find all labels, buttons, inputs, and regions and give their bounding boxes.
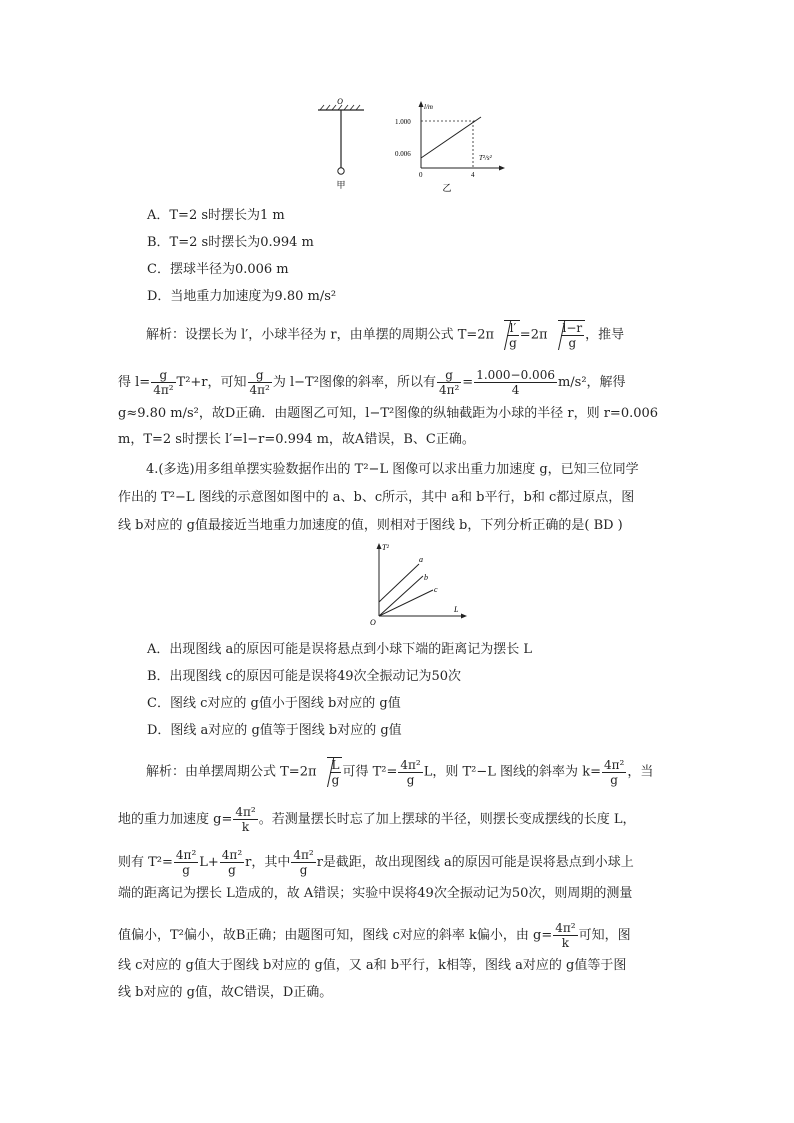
q4-analysis-text: r是截距，故出现图线 a的原因可能是误将悬点到小球上 — [316, 855, 634, 870]
frac-den: g — [610, 772, 618, 787]
fig1-x-tick-4: 4 — [471, 171, 475, 179]
q4-analysis-line-3 — [118, 848, 634, 877]
q4-analysis-line-4: 端的距离记为摆长 L造成的，故 A错误；实验中误将49次全振动记为50次，则周期的测量 — [118, 886, 633, 901]
frac-num: 4π² — [175, 848, 197, 862]
q4-analysis-line-6: 线 c对应的 g值大于图线 b对应的 g值，又 a和 b平行，k相等，图线 a对应的 g值等于图 — [118, 958, 627, 973]
q4-analysis-text: 解析：由单摆周期公式 T=2π — [146, 764, 317, 780]
frac-den: g — [568, 336, 577, 350]
q4-analysis-text: ，当 — [627, 764, 654, 780]
q4-option-b: B．出现图线 c的原因可能是误将49次全振动记为50次 — [147, 669, 462, 684]
frac-den: 4π² — [249, 383, 270, 397]
q3-analysis-text: =2π — [519, 327, 548, 343]
figure-graph-yi — [393, 98, 511, 194]
fig2-label-c: c — [434, 585, 438, 594]
fig2-y-label: T² — [382, 543, 389, 552]
q3-option-b: B．T=2 s时摆长为0.994 m — [147, 235, 314, 250]
frac-num: 4π² — [400, 757, 421, 772]
frac-num: g — [437, 368, 461, 383]
frac-num: 4π² — [293, 848, 314, 862]
frac-num: l′ — [507, 321, 519, 336]
fig1-x-axis-label: T²/s² — [479, 154, 492, 162]
figure-t2-l-graph — [364, 540, 470, 630]
fig2-label-b: b — [424, 573, 428, 582]
q3-analysis-line-3: g≈9.80 m/s²，故D正确．由题图乙可知，l−T²图像的纵轴截距为小球的半径 r，则 r=0.006 — [118, 406, 659, 421]
q3-analysis-text: m/s²，解得 — [557, 375, 626, 390]
sqrt-symbol — [558, 320, 586, 350]
fig2-origin: O — [370, 618, 376, 627]
fig1-y-tick-bottom: 0.006 — [395, 150, 411, 158]
q3-analysis-line-1 — [146, 320, 624, 350]
frac-num: 4π² — [603, 757, 625, 772]
q4-analysis-text: 地的重力加速度 g= — [118, 812, 233, 827]
q4-analysis-text: 可知，图 — [578, 928, 631, 943]
q4-analysis-line-1 — [146, 757, 653, 787]
frac-den: g — [299, 863, 308, 877]
q4-option-d: D．图线 a对应的 g值等于图线 b对应的 g值 — [147, 723, 402, 738]
frac-num: l−r — [562, 321, 583, 335]
fig1-y-axis-label: l/m — [424, 103, 433, 111]
frac-den: g — [406, 772, 415, 787]
q4-analysis-text: 可得 T²= — [342, 764, 398, 780]
frac-den: k — [241, 820, 250, 834]
figure-pendulum-jia — [310, 96, 380, 192]
frac-den: 4 — [511, 383, 520, 397]
frac-den: k — [561, 936, 570, 950]
q4-option-a: A．出现图线 a的原因可能是误将悬点到小球下端的距离记为摆长 L — [147, 642, 533, 657]
q3-analysis-text: 解析：设摆长为 l′，小球半径为 r，由单摆的周期公式 T=2π — [146, 327, 495, 343]
fig2-label-a: a — [419, 555, 423, 564]
fig1-o-label: O — [337, 97, 343, 106]
q4-analysis-line-7: 线 b对应的 g值，故C错误，D正确。 — [118, 985, 333, 1000]
q3-analysis-text: 得 l= — [118, 375, 151, 390]
q3-analysis-text: 为 l−T²图像的斜率，所以有 — [272, 375, 436, 390]
q4-analysis-line-2 — [118, 805, 635, 834]
q3-analysis-text: T²+r，可知 — [176, 375, 247, 390]
fig1-y-tick-top: 1.000 — [395, 118, 411, 126]
q4-analysis-text: r，其中 — [245, 855, 291, 870]
q4-analysis-text: 值偏小，T²偏小，故B正确；由题图可知，图线 c对应的斜率 k偏小，由 g= — [118, 928, 553, 943]
sqrt-symbol — [504, 320, 520, 350]
frac-num: 4π² — [221, 848, 243, 862]
q4-analysis-text: L+ — [199, 855, 219, 870]
q3-option-a: A．T=2 s时摆长为1 m — [147, 208, 285, 223]
q4-analysis-text: 则有 T²= — [118, 855, 173, 870]
fig1-jia-label: 甲 — [336, 180, 346, 190]
q4-analysis-line-5 — [118, 921, 631, 950]
frac-den: 4π² — [438, 383, 460, 397]
q4-stem-line-2: 作出的 T²−L 图线的示意图如图中的 a、b、c所示，其中 a和 b平行，b和 c都过原点，图 — [118, 490, 635, 505]
q3-analysis-line-2 — [118, 368, 626, 397]
graph-line-a — [379, 564, 419, 602]
frac-num: g — [151, 368, 175, 383]
fig1-data-line — [421, 117, 481, 158]
q4-stem-line-1: 4.(多选)用多组单摆实验数据作出的 T²−L 图像可以求出重力加速度 g，已知三位同学 — [146, 462, 639, 477]
frac-den: g — [228, 863, 236, 877]
sqrt-symbol — [327, 757, 343, 787]
fig1-yi-label: 乙 — [442, 183, 452, 193]
frac-den: g — [331, 773, 340, 787]
fig1-x-tick-origin: 0 — [419, 171, 423, 179]
q4-option-c: C．图线 c对应的 g值小于图线 b对应的 g值 — [147, 696, 401, 711]
frac-num: 4π² — [555, 921, 576, 935]
frac-den: g — [509, 336, 517, 350]
q3-option-c: C．摆球半径为0.006 m — [147, 262, 289, 277]
fig2-x-label: L — [454, 605, 459, 614]
q3-analysis-text: ，推导 — [585, 327, 625, 343]
q4-analysis-text: 。若测量摆长时忘了加上摆球的半径，则摆长变成摆线的长度 L， — [258, 812, 636, 827]
frac-den: g — [182, 863, 190, 877]
frac-num: L — [331, 758, 340, 772]
q3-analysis-text: = — [462, 375, 474, 390]
frac-num: g — [248, 368, 272, 383]
q4-analysis-text: L，则 T²−L 图线的斜率为 k= — [423, 764, 601, 780]
frac-num: 4π² — [235, 805, 256, 819]
q3-analysis-line-4: m，T=2 s时摆长 l′=l−r=0.994 m，故A错误，B、C正确。 — [118, 432, 475, 447]
frac-num: 1.000−0.006 — [476, 368, 555, 382]
frac-den: 4π² — [153, 383, 174, 397]
q3-option-d: D．当地重力加速度为9.80 m/s² — [147, 289, 337, 304]
q4-stem-line-3: 线 b对应的 g值最接近当地重力加速度的值，则相对于图线 b，下列分析正确的是( BD ) — [118, 518, 623, 533]
